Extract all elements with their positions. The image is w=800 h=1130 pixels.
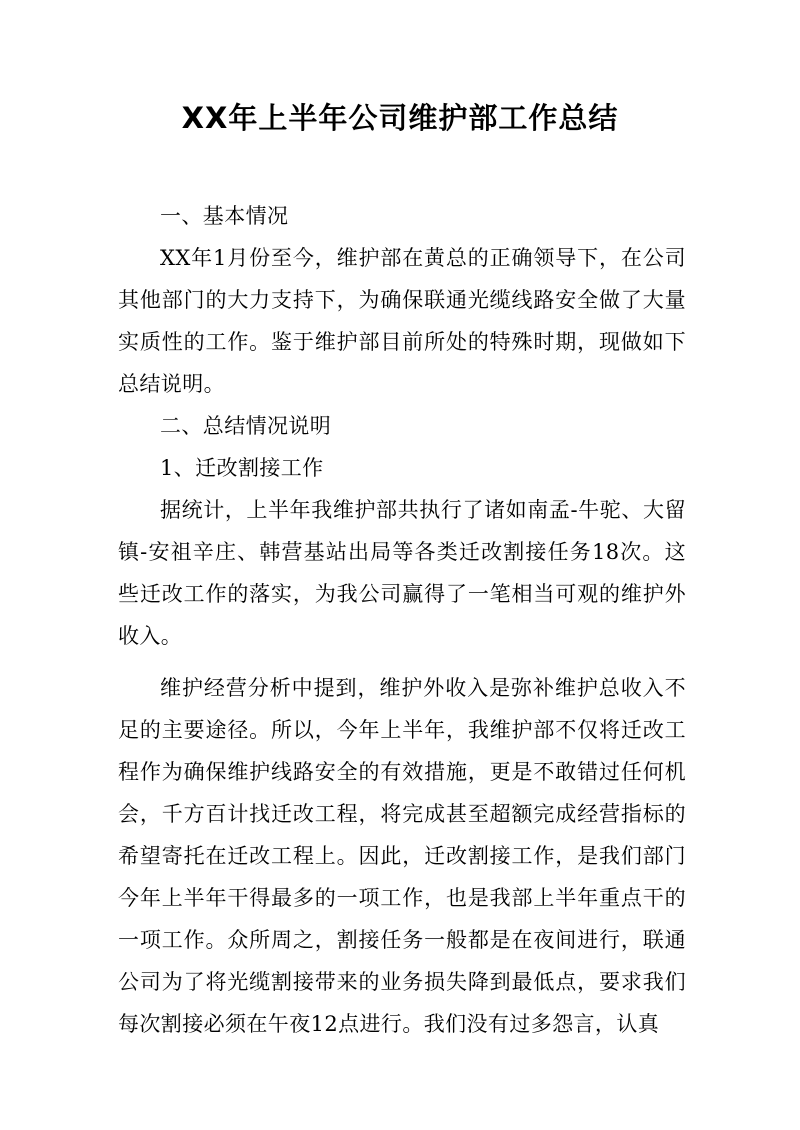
paragraph-maintenance-analysis: 维护经营分析中提到，维护外收入是弥补维护总收入不足的主要途径。所以，今年上半年，我维护部不仅将迁改工程作为确保维护线路安全的有效措施，更是不敢错过任何机会，千方百计找迁改工程，将完成甚至超额完成经营指标的希望寄托在迁改工程上。因此，迁改割接工作，是我们部门今年上半年干得最多的一项工作，也是我部上半年重点干的一项工作。众所周之，割接任务一般都是在夜间进行，联通公司为了将光缆割接带来的业务损失降到最低点，要求我们每次割接必须在午夜12点进行。我们没有过多怨言，认真 — [118, 676, 686, 1036]
section-heading-basic-situation: 一、基本情况 — [160, 204, 289, 228]
document-body — [118, 195, 686, 1045]
paragraph-relocation-statistics: 据统计，上半年我维护部共执行了诸如南孟-牛驼、大留镇-安祖辛庄、韩营基站出局等各类迁改割接任务18次。这些迁改工作的落实，为我公司赢得了一笔相当可观的维护外收入。 — [118, 498, 686, 648]
section-heading-summary: 二、总结情况说明 — [160, 414, 332, 438]
paragraph-basic-situation: XX年1月份至今，维护部在黄总的正确领导下，在公司其他部门的大力支持下，为确保联通光缆线路安全做了大量实质性的工作。鉴于维护部目前所处的特殊时期，现做如下总结说明。 — [118, 246, 686, 396]
document-title: XX年上半年公司维护部工作总结 — [181, 101, 619, 135]
subsection-heading-relocation: 1、迁改割接工作 — [160, 456, 324, 480]
